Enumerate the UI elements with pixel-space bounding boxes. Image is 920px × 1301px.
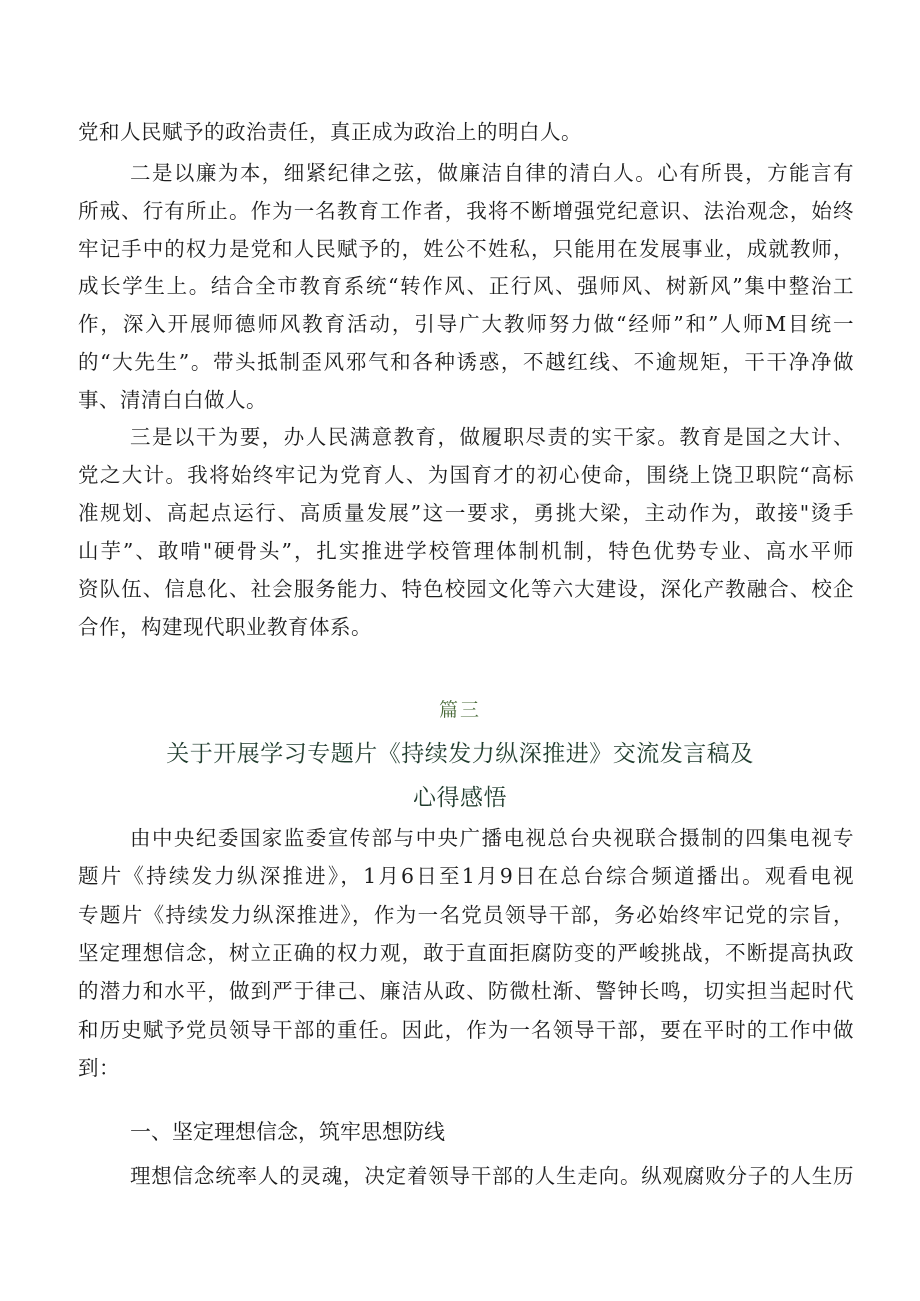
paragraph-line: 三是以干为要，办人民满意教育，做履职尽责的实干家。教育是国之大计、 xyxy=(130,425,854,449)
paragraph-line: 资队伍、信息化、社会服务能力、特色校园文化等六大建设，深化产教融合、校企 xyxy=(78,577,854,601)
paragraph-line: 事、清清白白做人。 xyxy=(78,388,267,412)
paragraph-line: 由中央纪委国家监委宣传部与中央广播电视总台央视联合摄制的四集电视专 xyxy=(130,826,854,850)
paragraph-line: 党和人民赋予的政治责任，真正成为政治上的明白人。 xyxy=(78,120,582,144)
paragraph-line: 二是以廉为本，细紧纪律之弦，做廉洁自律的清白人。心有所畏，方能言有 xyxy=(130,161,854,185)
paragraph-line: 理想信念统率人的灵魂，决定着领导干部的人生走向。纵观腐败分子的人生历 xyxy=(130,1164,854,1188)
paragraph-line: 准规划、高起点运行、高质量发展”这一要求，勇挑大梁，主动作为，敢接"烫手 xyxy=(78,501,854,525)
paragraph-line: 山芋”、敢啃"硬骨头”，扎实推进学校管理体制机制，特色优势专业、高水平师 xyxy=(78,539,854,563)
paragraph-line: 的潜力和水平，做到严于律己、廉洁从政、防微杜渐、警钟长鸣，切实担当起时代 xyxy=(78,979,854,1003)
paragraph-line: 作，深入开展师德师风教育活动，引导广大教师努力做“经师”和”人师M目统一 xyxy=(78,312,854,336)
paragraph-line: 成长学生上。结合全市教育系统“转作风、正行风、强师风、树新风”集中整治工 xyxy=(78,274,854,298)
paragraph-line: 到： xyxy=(78,1056,120,1080)
paragraph-line: 的“大先生”。带头抵制歪风邪气和各种诱惑，不越红线、不逾规矩，干干净净做 xyxy=(78,350,854,374)
article-title-line-2: 心得感悟 xyxy=(413,785,507,811)
paragraph-line: 所戒、行有所止。作为一名教育工作者，我将不断增强党纪意识、法治观念，始终 xyxy=(78,199,854,223)
section-heading: 一、坚定理想信念，筑牢思想防线 xyxy=(130,1120,445,1144)
article-title-line-1: 关于开展学习专题片《持续发力纵深推进》交流发言稿及 xyxy=(166,741,754,767)
section-label: 篇三 xyxy=(438,699,481,721)
paragraph-line: 题片《持续发力纵深推进》，1月6日至1月9日在总台综合频道播出。观看电视 xyxy=(78,864,854,888)
paragraph-line: 坚定理想信念，树立正确的权力观，敢于直面拒腐防变的严峻挑战，不断提高执政 xyxy=(78,941,854,965)
paragraph-line: 专题片《持续发力纵深推进》，作为一名党员领导干部，务必始终牢记党的宗旨， xyxy=(78,903,854,927)
paragraph-line: 党之大计。我将始终牢记为党育人、为国育才的初心使命，围绕上饶卫职院“高标 xyxy=(78,463,854,487)
paragraph-line: 和历史赋予党员领导干部的重任。因此，作为一名领导干部，要在平时的工作中做 xyxy=(78,1018,854,1042)
paragraph-line: 合作，构建现代职业教育体系。 xyxy=(78,615,372,639)
paragraph-line: 牢记手中的权力是党和人民赋予的，姓公不姓私，只能用在发展事业，成就教师， xyxy=(78,237,854,261)
